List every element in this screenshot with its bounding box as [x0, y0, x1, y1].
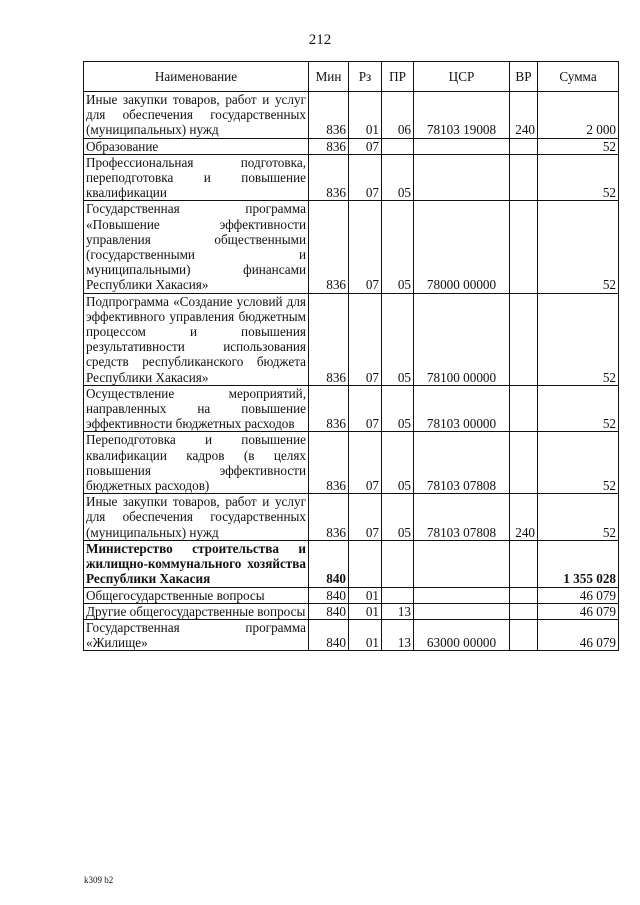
table-row — [84, 587, 619, 603]
header-name: Наименование — [84, 62, 309, 92]
row-pr: 05 — [382, 293, 414, 385]
row-sum: 52 — [538, 494, 619, 541]
row-sum: 52 — [538, 138, 619, 154]
row-csr — [414, 154, 510, 201]
row-pr: 06 — [382, 92, 414, 139]
row-csr — [414, 138, 510, 154]
row-vr — [510, 619, 538, 650]
table-row — [84, 385, 619, 432]
row-name: Подпрограмма «Создание условий для эффективного управления бюджетным процессом и повышения результативности использования средств республиканского бюджета Республики Хакасия» — [84, 293, 309, 385]
page-number: 212 — [308, 32, 332, 48]
row-csr — [414, 587, 510, 603]
row-sum: 52 — [538, 201, 619, 293]
table-row — [84, 293, 619, 385]
row-pr — [382, 138, 414, 154]
row-rz: 07 — [349, 432, 382, 494]
table-row — [84, 138, 619, 154]
row-name: Осуществление мероприятий, направленных на повышение эффективности бюджетных расходов — [84, 385, 309, 432]
row-name: Иные закупки товаров, работ и услуг для обеспечения государственных (муниципальных) нужд — [84, 494, 309, 541]
row-vr — [510, 540, 538, 587]
row-rz: 01 — [349, 92, 382, 139]
row-csr — [414, 540, 510, 587]
row-pr: 05 — [382, 432, 414, 494]
row-pr: 05 — [382, 201, 414, 293]
row-min: 836 — [309, 154, 349, 201]
table-row — [84, 619, 619, 650]
row-rz: 07 — [349, 154, 382, 201]
table-row — [84, 494, 619, 541]
row-vr — [510, 201, 538, 293]
table-row — [84, 603, 619, 619]
row-vr — [510, 293, 538, 385]
header-sum: Сумма — [538, 62, 619, 92]
row-min: 840 — [309, 603, 349, 619]
row-sum: 1 355 028 — [538, 540, 619, 587]
row-vr — [510, 432, 538, 494]
row-min: 840 — [309, 619, 349, 650]
row-csr: 78103 19008 — [414, 92, 510, 139]
row-rz: 01 — [349, 603, 382, 619]
row-csr: 78103 00000 — [414, 385, 510, 432]
row-name: Государственная программа «Повышение эффективности управления общественными (государственными и муниципальными) финансами Республики Хакасия» — [84, 201, 309, 293]
row-csr: 78100 00000 — [414, 293, 510, 385]
row-csr: 78103 07808 — [414, 432, 510, 494]
row-min: 840 — [309, 540, 349, 587]
row-name: Переподготовка и повышение квалификации кадров (в целях повышения эффективности бюджетных расходов) — [84, 432, 309, 494]
row-vr — [510, 587, 538, 603]
row-name: Общегосударственные вопросы — [84, 587, 309, 603]
table-row — [84, 92, 619, 139]
row-name: Другие общегосударственные вопросы — [84, 603, 309, 619]
row-sum: 46 079 — [538, 619, 619, 650]
row-name: Профессиональная подготовка, переподготовка и повышение квалификации — [84, 154, 309, 201]
table-header-row — [84, 62, 619, 92]
row-pr — [382, 587, 414, 603]
row-min: 840 — [309, 587, 349, 603]
row-min: 836 — [309, 92, 349, 139]
header-min: Мин — [309, 62, 349, 92]
row-sum: 2 000 — [538, 92, 619, 139]
row-sum: 52 — [538, 154, 619, 201]
row-vr — [510, 138, 538, 154]
row-rz: 07 — [349, 494, 382, 541]
row-csr: 78103 07808 — [414, 494, 510, 541]
row-vr — [510, 154, 538, 201]
header-rz: Рз — [349, 62, 382, 92]
row-pr — [382, 540, 414, 587]
row-vr — [510, 385, 538, 432]
header-pr: ПР — [382, 62, 414, 92]
row-name: Государственная программа «Жилище» — [84, 619, 309, 650]
row-vr — [510, 603, 538, 619]
row-csr — [414, 603, 510, 619]
row-sum: 52 — [538, 385, 619, 432]
row-min: 836 — [309, 138, 349, 154]
row-min: 836 — [309, 432, 349, 494]
row-rz: 01 — [349, 587, 382, 603]
row-min: 836 — [309, 201, 349, 293]
row-pr: 05 — [382, 494, 414, 541]
row-pr: 13 — [382, 603, 414, 619]
row-pr: 13 — [382, 619, 414, 650]
row-name: Иные закупки товаров, работ и услуг для обеспечения государственных (муниципальных) нужд — [84, 92, 309, 139]
row-csr: 63000 00000 — [414, 619, 510, 650]
row-rz: 07 — [349, 201, 382, 293]
row-rz — [349, 540, 382, 587]
row-rz: 07 — [349, 293, 382, 385]
footer-code: k309 b2 — [84, 875, 114, 885]
table-row — [84, 432, 619, 494]
row-sum: 46 079 — [538, 587, 619, 603]
budget-table — [83, 61, 619, 651]
row-name: Образование — [84, 138, 309, 154]
row-sum: 52 — [538, 432, 619, 494]
row-name: Министерство строительства и жилищно-коммунального хозяйства Республики Хакасия — [84, 540, 309, 587]
row-sum: 46 079 — [538, 603, 619, 619]
row-vr: 240 — [510, 494, 538, 541]
header-vr: ВР — [510, 62, 538, 92]
row-pr: 05 — [382, 385, 414, 432]
row-min: 836 — [309, 293, 349, 385]
table-row — [84, 201, 619, 293]
row-vr: 240 — [510, 92, 538, 139]
header-csr: ЦСР — [414, 62, 510, 92]
row-rz: 07 — [349, 138, 382, 154]
row-rz: 07 — [349, 385, 382, 432]
row-pr: 05 — [382, 154, 414, 201]
row-rz: 01 — [349, 619, 382, 650]
row-min: 836 — [309, 385, 349, 432]
table-row — [84, 154, 619, 201]
table-row — [84, 540, 619, 587]
row-min: 836 — [309, 494, 349, 541]
row-sum: 52 — [538, 293, 619, 385]
row-csr: 78000 00000 — [414, 201, 510, 293]
